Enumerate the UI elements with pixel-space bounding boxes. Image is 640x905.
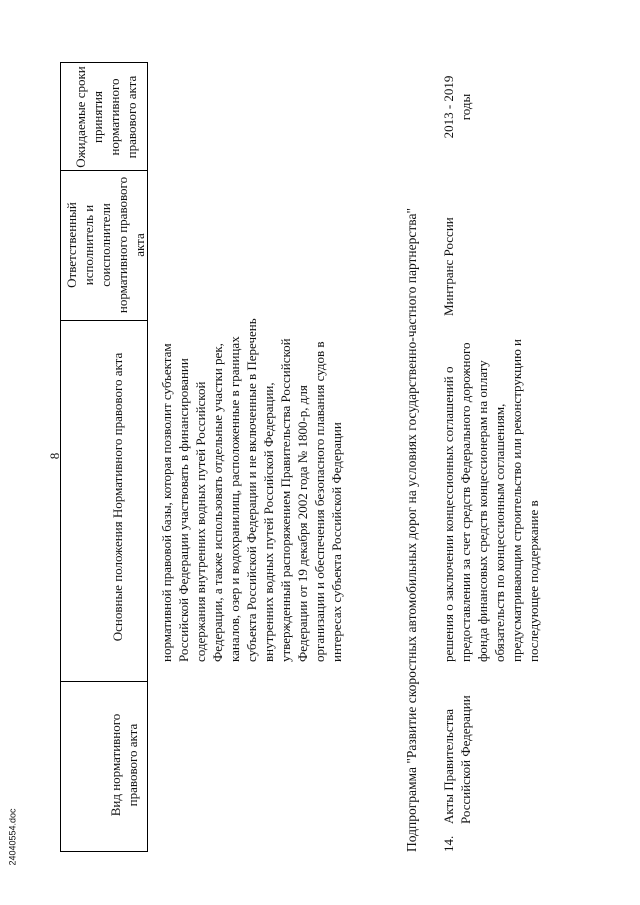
row-provisions: решения о заключении концессионных соглашений о предоставлении за счет средств Федерального дорожного фонда финансовых средств концессионерам на оплату обязательств по концессионным соглашениям, предусматривающим строительство или реконструкцию и последующее поддержание в	[441, 338, 541, 662]
subprogram-title: Подпрограмма "Развитие скоростных автомобильных дорог на условиях государственно-частного партнерства"	[404, 208, 419, 852]
table-header	[60, 62, 147, 852]
header-col-period: Ожидаемые сроки принятия нормативного правового акта	[72, 66, 139, 168]
header-col-executor: Ответственный исполнитель и соисполнители нормативного правового акта	[64, 176, 147, 314]
header-divider	[60, 681, 147, 682]
header-divider	[60, 62, 147, 63]
row-executor: Минтранс России	[441, 217, 456, 316]
header-col-type: Вид нормативного правового акта	[107, 713, 140, 817]
document-code: 24040554.doc	[7, 808, 18, 866]
page-number: 8	[47, 452, 62, 460]
header-divider	[60, 851, 147, 852]
header-divider	[60, 320, 147, 321]
header-divider	[60, 170, 147, 171]
row-period: 2013 - 2019 годы	[441, 75, 473, 139]
row-act-type: Акты Правительства Российской Федерации	[441, 695, 473, 824]
rotated-page-content	[58, 62, 618, 852]
provisions-continuation-text: нормативной правовой базы, которая позволит субъектам Российской Федерации участвовать в финансировании содержания внутренних водных путей Российской Федерации, а также использовать отдельные участки рек, каналов, озер и водохранилищ, расположенные в границах субъекта Российской Федерации и не включенные в Перечень внутренних водных путей Российской Федерации, утвержденный распоряжением Правительства Российской Федерации от 19 декабря 2002 года № 1800-р, для организации и обеспечения безопасного плавания судов в интересах субъекта Российской Федерации	[159, 318, 344, 662]
row-number: 14.	[441, 835, 456, 852]
header-col-provisions: Основные положения Нормативного правового акта	[110, 352, 125, 642]
